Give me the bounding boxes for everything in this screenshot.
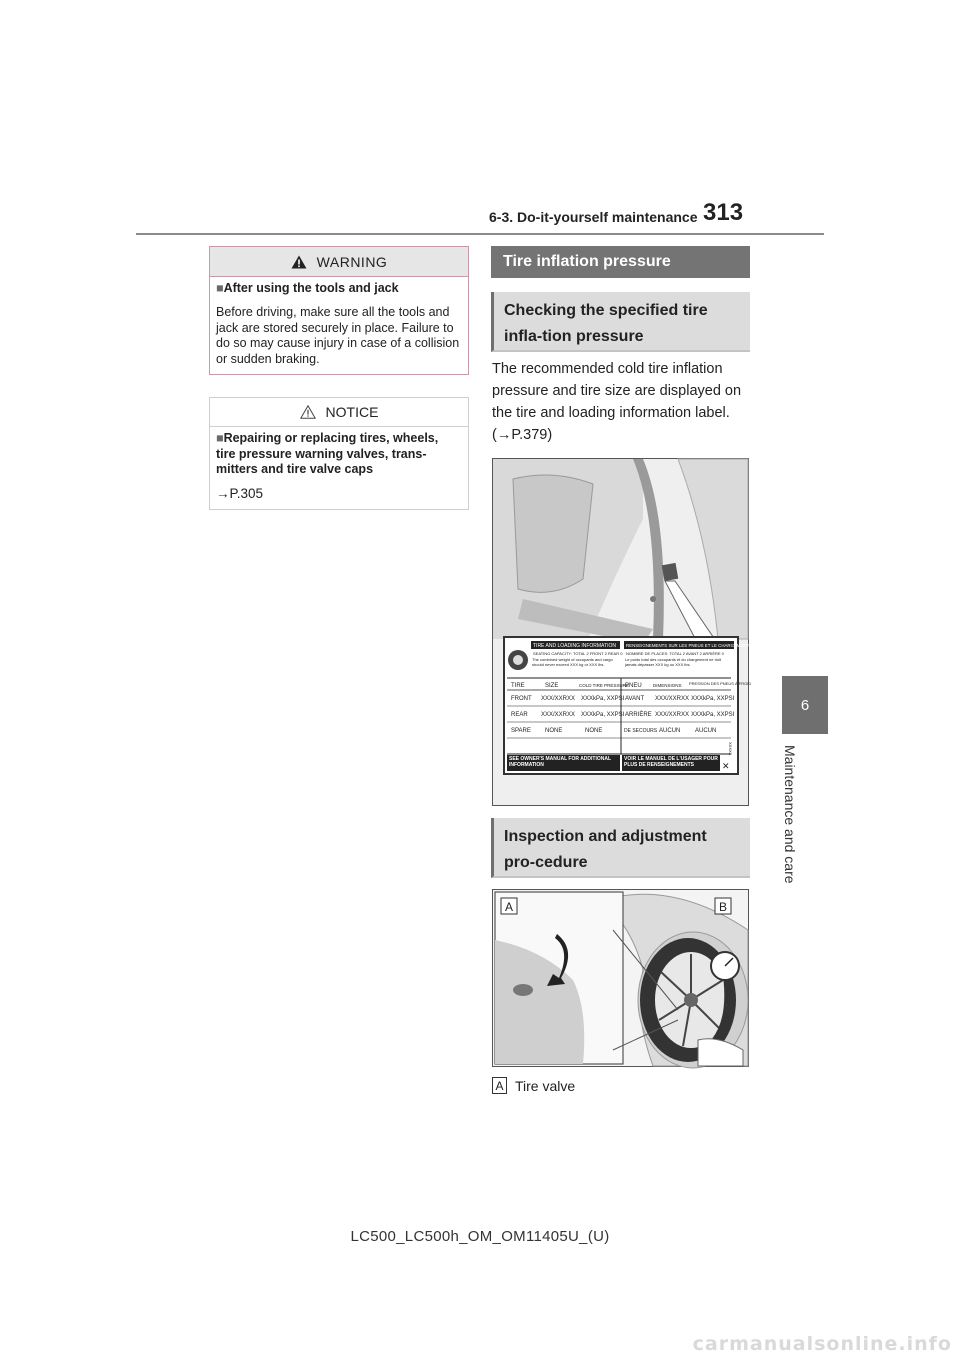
row-front-pressure: XXXkPa, XXPSI bbox=[581, 696, 625, 702]
caution-icon bbox=[300, 405, 316, 419]
callout-a: A bbox=[505, 900, 514, 914]
label-header-fr: RENSEIGNEMENTS SUR LES PNEUS ET LE CHARGEMENT bbox=[626, 643, 750, 648]
row-secours: DE SECOURS bbox=[624, 728, 658, 734]
body-paragraph: The recommended cold tire inflation pressure and tire size are displayed on the tire and loading information label. (→P.379) bbox=[492, 361, 742, 443]
row-secours-pressure: AUCUN bbox=[695, 728, 717, 734]
door-label-small bbox=[662, 563, 679, 581]
subsection-title-checking: Checking the specified tire infla-tion pressure bbox=[491, 292, 750, 352]
label-seating-fr: NOMBRE DE PLACES: TOTAL 2 AVANT 2 ARRIÈRE 0 bbox=[626, 651, 724, 656]
row-avant: AVANT bbox=[625, 696, 645, 702]
tire-gauge-illustration bbox=[493, 890, 748, 1066]
row-rear-pressure: XXXkPa, XXPSI bbox=[581, 712, 625, 718]
warning-body: Before driving, make sure all the tools and jack are stored securely in place. Failure to do so may cause injury in case of a collision or sudden braking. bbox=[216, 305, 460, 366]
col-pneu: PNEU bbox=[625, 683, 642, 689]
warning-subtitle: ■After using the tools and jack bbox=[216, 281, 399, 295]
col-dimensions: DIMENSIONS bbox=[653, 683, 682, 688]
label-seating-en: SEATING CAPACITY: TOTAL 2 FRONT 2 REAR 0 bbox=[533, 651, 623, 656]
row-front-size: XXX/XXRXX bbox=[541, 696, 576, 702]
watermark bbox=[0, 1330, 960, 1358]
tire-inspection-figure bbox=[492, 889, 749, 1067]
chapter-number: 6 bbox=[800, 696, 810, 714]
col-size: SIZE bbox=[545, 683, 559, 689]
label-header-en: TIRE AND LOADING INFORMATION bbox=[533, 643, 616, 649]
col-pression: PRESSION DES PNEUS À FROID bbox=[689, 681, 752, 686]
col-pressure: COLD TIRE PRESSURE bbox=[579, 683, 629, 688]
row-arriere-size: XXX/XXRXX bbox=[655, 712, 690, 718]
row-avant-size: XXX/XXRXX bbox=[655, 696, 690, 702]
label-code: XXXXX bbox=[728, 742, 733, 756]
row-arriere-pressure: XXXkPa, XXPSI bbox=[691, 712, 735, 718]
col-tire: TIRE bbox=[511, 683, 525, 689]
notice-page-link[interactable]: →P.305 bbox=[216, 486, 264, 501]
row-rear: REAR bbox=[511, 712, 528, 718]
tire-valve-icon bbox=[513, 984, 533, 996]
notice-title: NOTICE bbox=[325, 404, 379, 420]
page-number: 313 bbox=[703, 199, 744, 226]
label-footer-fr: VOIR LE MANUEL DE L'USAGER POUR PLUS DE RENSEIGNEMENTS bbox=[624, 756, 718, 768]
tire-loading-label bbox=[503, 636, 752, 775]
row-front: FRONT bbox=[511, 696, 532, 702]
label-footer-en: SEE OWNER'S MANUAL FOR ADDITIONAL INFORMATION bbox=[509, 756, 611, 768]
callout-b: B bbox=[719, 900, 728, 914]
warning-title: WARNING bbox=[316, 253, 388, 270]
row-arriere: ARRIÈRE bbox=[625, 712, 652, 718]
subsection-title-inspection: Inspection and adjustment pro-cedure bbox=[491, 818, 750, 878]
header-rule bbox=[136, 233, 824, 235]
row-secours-size: AUCUN bbox=[659, 728, 681, 734]
row-spare-pressure: NONE bbox=[585, 728, 603, 734]
row-rear-size: XXX/XXRXX bbox=[541, 712, 576, 718]
row-avant-pressure: XXXkPa, XXPSI bbox=[691, 696, 735, 702]
document-code: LC500_LC500h_OM_OM11405U_(U) bbox=[350, 1228, 610, 1245]
row-spare-size: NONE bbox=[545, 728, 563, 734]
chapter-tab[interactable] bbox=[782, 676, 828, 734]
label-x-mark: ✕ bbox=[722, 761, 730, 771]
watermark-text: carmanualsonline.info bbox=[692, 1333, 952, 1355]
notice-subtitle: ■Repairing or replacing tires, wheels, tire pressure warning valves, trans-mitters and tire valve caps bbox=[216, 431, 439, 476]
label-weight-fr: Le poids total des occupants et du chargement ne doit jamais dépasser XXX kg ou XXX lbs. bbox=[625, 657, 722, 667]
chapter-title: Maintenance and care bbox=[782, 745, 798, 884]
warning-icon bbox=[291, 255, 307, 269]
tire-loading-label-drawing bbox=[505, 638, 752, 773]
warning-header bbox=[210, 247, 468, 277]
tire-label-figure bbox=[492, 458, 752, 806]
row-spare: SPARE bbox=[511, 728, 531, 734]
caption-text: Tire valve bbox=[515, 1078, 576, 1094]
bullet-square-icon: ■ bbox=[216, 431, 224, 445]
label-weight-en: The combined weight of occupants and cargo should never exceed XXX kg or XXX lbs. bbox=[532, 657, 613, 667]
caption-marker: A bbox=[492, 1077, 507, 1094]
section-header: 6-3. Do-it-yourself maintenance bbox=[489, 209, 698, 225]
bullet-square-icon: ■ bbox=[216, 281, 224, 295]
notice-header bbox=[210, 398, 468, 427]
section-title: Tire inflation pressure bbox=[491, 246, 750, 278]
